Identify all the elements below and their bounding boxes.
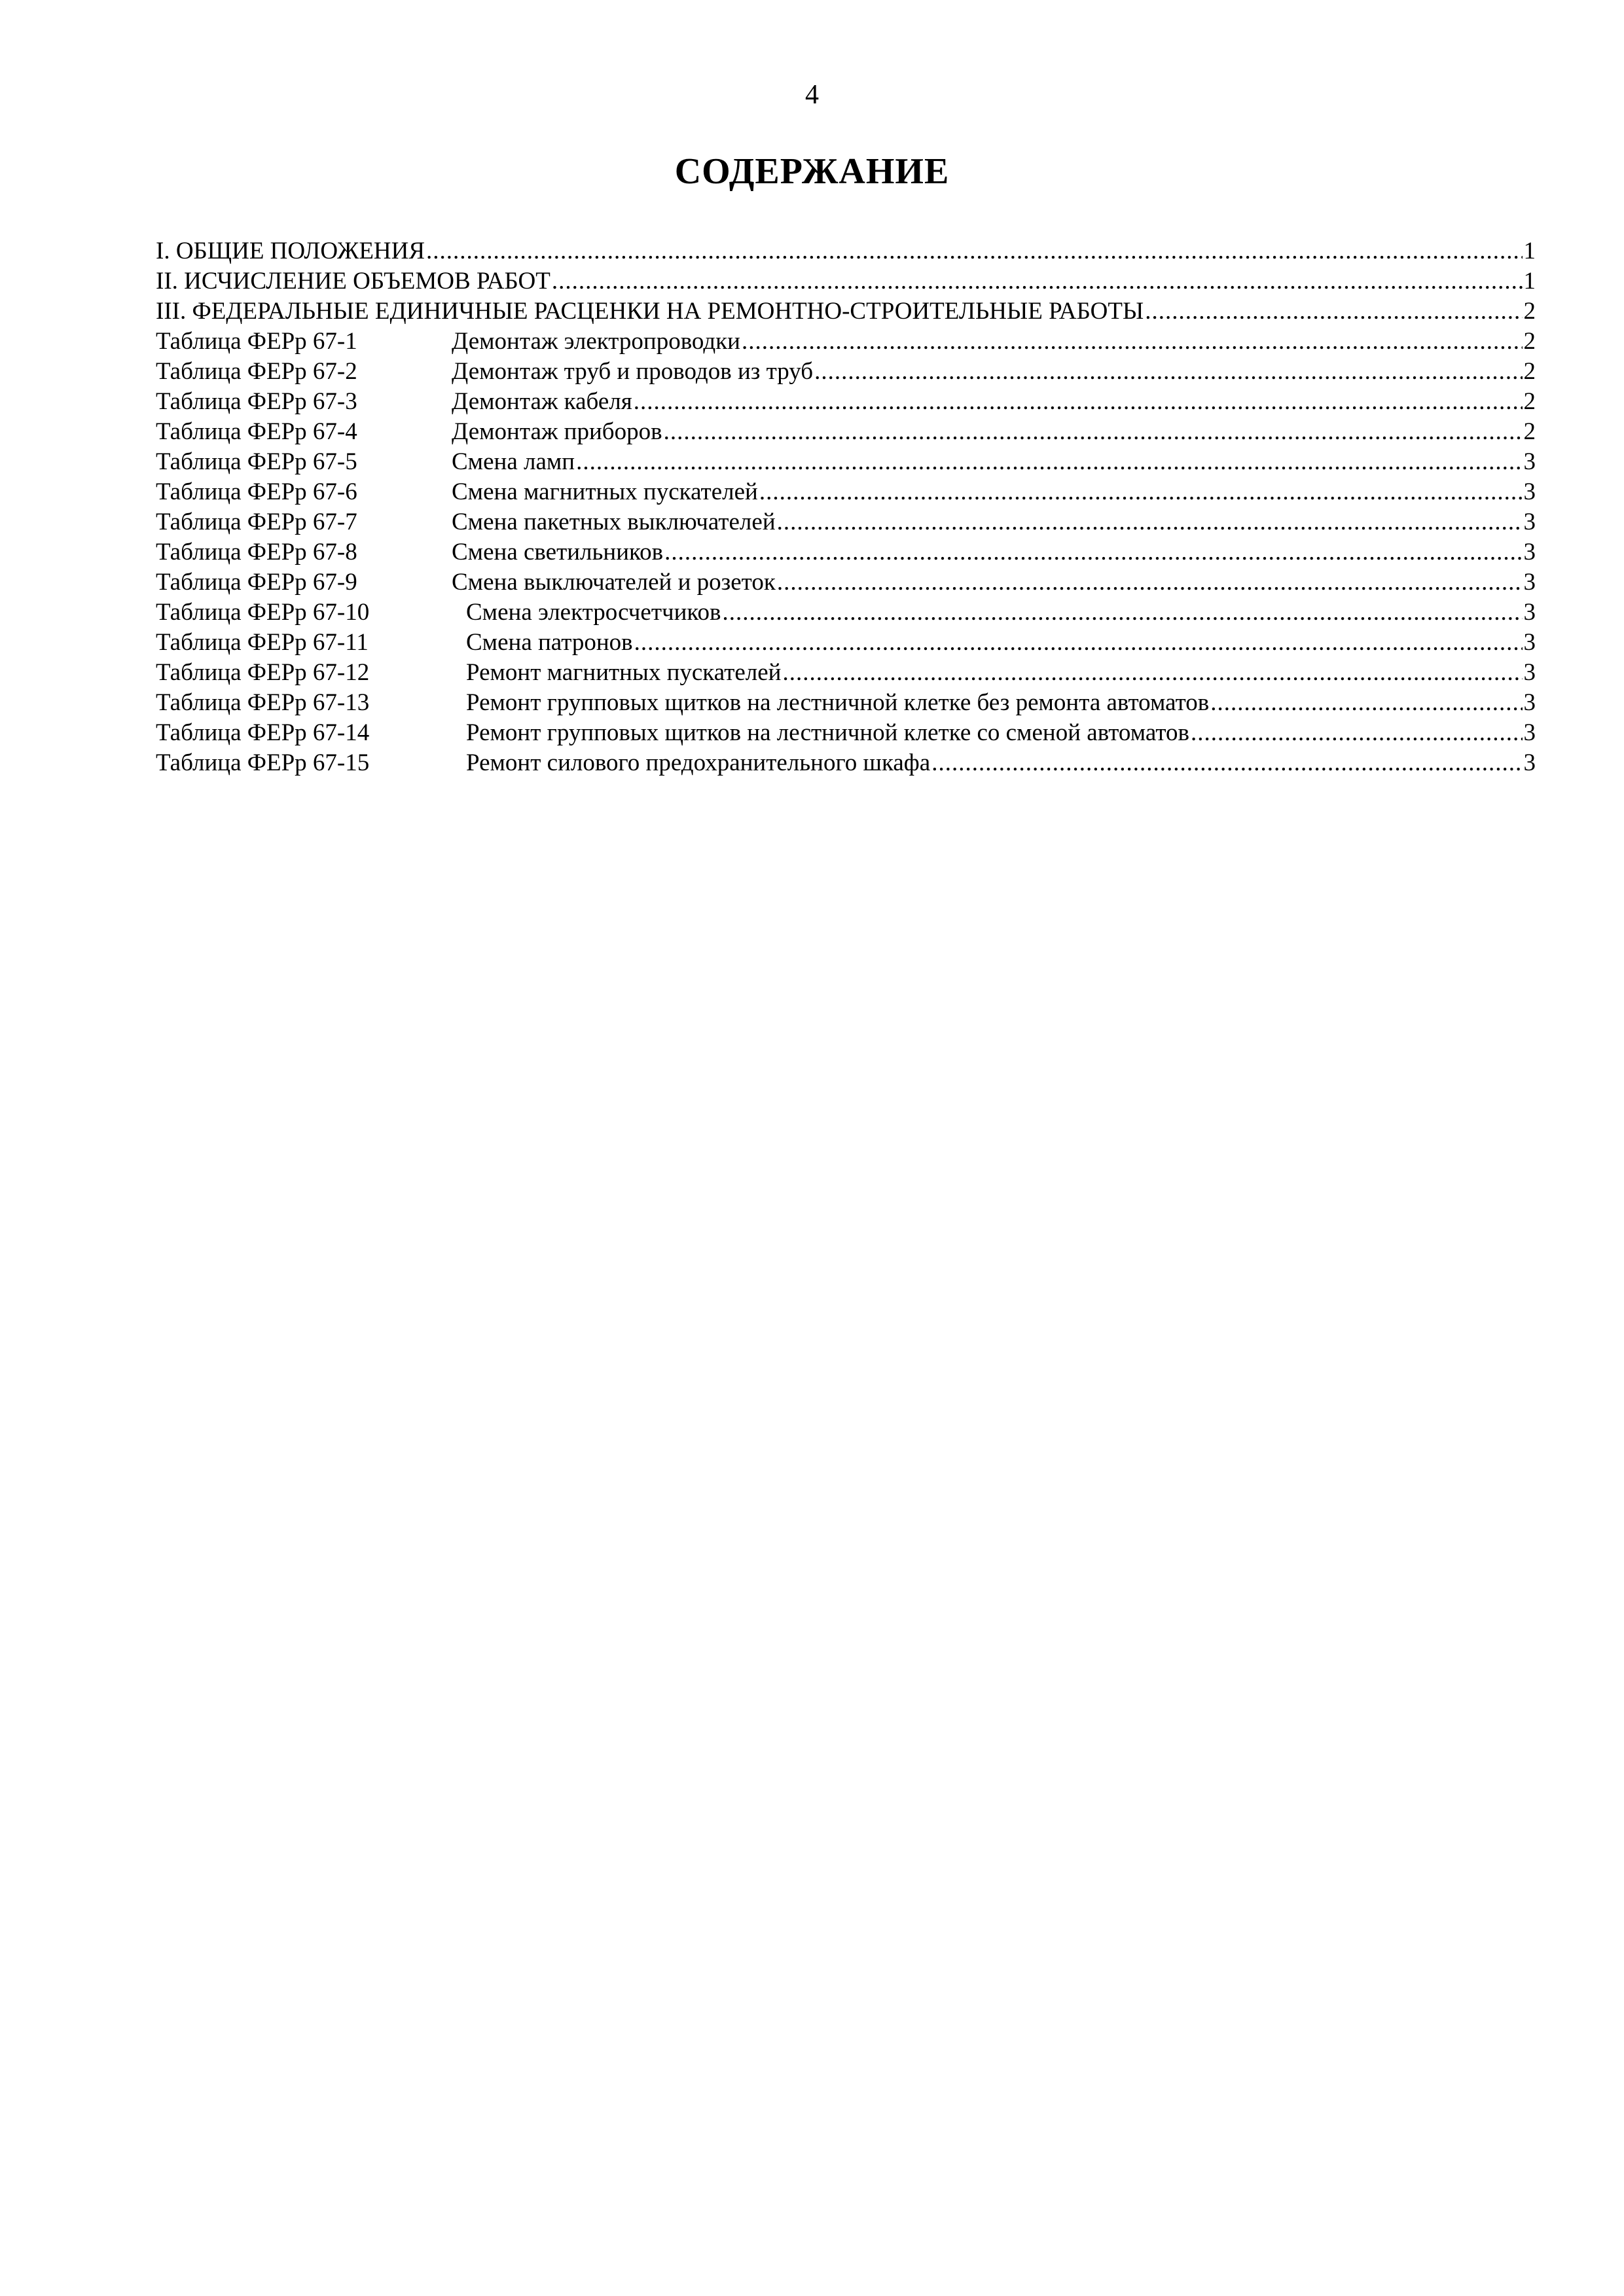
toc-table-title: Смена ламп xyxy=(452,448,575,475)
toc-table-code: Таблица ФЕРр 67-1 xyxy=(156,328,357,355)
toc-table-code: Таблица ФЕРр 67-7 xyxy=(156,509,357,535)
toc-page-number: 2 xyxy=(1523,388,1536,415)
toc-page-number: 3 xyxy=(1523,629,1536,656)
toc-leader-dots xyxy=(759,477,1523,507)
toc-leader-dots xyxy=(426,236,1522,266)
toc-page-number: 3 xyxy=(1523,569,1536,596)
toc-section-3[interactable] xyxy=(156,296,1536,327)
toc-table-code: Таблица ФЕРр 67-3 xyxy=(156,388,357,415)
toc-table-title: Смена пакетных выключателей xyxy=(452,509,776,535)
toc-leader-dots xyxy=(552,266,1523,296)
toc-page-number: 3 xyxy=(1523,509,1536,535)
toc-table-title: Ремонт групповых щитков на лестничной клетке без ремонта автоматов xyxy=(466,689,1210,716)
toc-table-entry[interactable] xyxy=(156,567,1536,598)
toc-table-code: Таблица ФЕРр 67-6 xyxy=(156,478,357,505)
toc-table-code: Таблица ФЕРр 67-5 xyxy=(156,448,357,475)
toc-leader-dots xyxy=(634,628,1523,658)
toc-table-title: Смена электросчетчиков xyxy=(466,599,721,626)
toc-leader-dots xyxy=(576,447,1522,477)
toc-page-number: 1 xyxy=(1523,268,1536,295)
toc-table-title: Демонтаж электропроводки xyxy=(452,328,740,355)
toc-table-entry[interactable] xyxy=(156,658,1536,688)
toc-table-entry[interactable] xyxy=(156,357,1536,387)
toc-table-title: Смена магнитных пускателей xyxy=(452,478,758,505)
toc-table-title: Демонтаж кабеля xyxy=(452,388,632,415)
toc-page-number: 3 xyxy=(1523,719,1536,746)
toc-page-number: 3 xyxy=(1523,599,1536,626)
toc-table-code: Таблица ФЕРр 67-11 xyxy=(156,629,369,656)
toc-page-number: 3 xyxy=(1523,539,1536,565)
toc-table-title: Ремонт магнитных пускателей xyxy=(466,659,782,686)
toc-leader-dots xyxy=(931,748,1522,778)
toc-leader-dots xyxy=(1210,688,1522,718)
toc-page-number: 3 xyxy=(1523,659,1536,686)
toc-section-1[interactable] xyxy=(156,236,1536,266)
toc-table-code: Таблица ФЕРр 67-14 xyxy=(156,719,370,746)
toc-leader-dots xyxy=(664,537,1522,567)
toc-section-title: II. ИСЧИСЛЕНИЕ ОБЪЕМОВ РАБОТ xyxy=(156,268,550,295)
toc-table-entry[interactable] xyxy=(156,748,1536,778)
toc-page-number: 3 xyxy=(1523,478,1536,505)
toc-table-entry[interactable] xyxy=(156,537,1536,567)
table-of-contents xyxy=(156,236,1536,778)
toc-page-number: 2 xyxy=(1523,328,1536,355)
toc-table-entry[interactable] xyxy=(156,718,1536,748)
toc-page-number: 1 xyxy=(1523,238,1536,264)
toc-page-number: 3 xyxy=(1523,689,1536,716)
toc-leader-dots xyxy=(742,327,1523,357)
toc-leader-dots xyxy=(814,357,1522,387)
toc-table-code: Таблица ФЕРр 67-12 xyxy=(156,659,370,686)
toc-page-number: 2 xyxy=(1523,358,1536,385)
toc-table-entry[interactable] xyxy=(156,387,1536,417)
page-title: СОДЕРЖАНИЕ xyxy=(674,151,950,192)
toc-table-title: Ремонт групповых щитков на лестничной клетке со сменой автоматов xyxy=(466,719,1189,746)
toc-leader-dots xyxy=(1145,296,1522,327)
toc-leader-dots xyxy=(782,658,1522,688)
toc-leader-dots xyxy=(777,507,1523,537)
toc-table-code: Таблица ФЕРр 67-13 xyxy=(156,689,370,716)
toc-leader-dots xyxy=(634,387,1523,417)
toc-table-title: Смена патронов xyxy=(466,629,633,656)
toc-table-entry[interactable] xyxy=(156,598,1536,628)
toc-table-entry[interactable] xyxy=(156,628,1536,658)
toc-table-title: Смена светильников xyxy=(452,539,664,565)
toc-leader-dots xyxy=(777,567,1523,598)
toc-table-code: Таблица ФЕРр 67-10 xyxy=(156,599,370,626)
toc-table-entry[interactable] xyxy=(156,507,1536,537)
toc-table-title: Демонтаж труб и проводов из труб xyxy=(452,358,814,385)
toc-leader-dots xyxy=(722,598,1522,628)
toc-table-code: Таблица ФЕРр 67-15 xyxy=(156,749,370,776)
toc-table-title: Смена выключателей и розеток xyxy=(452,569,776,596)
toc-leader-dots xyxy=(664,417,1523,447)
toc-section-2[interactable] xyxy=(156,266,1536,296)
toc-table-entry[interactable] xyxy=(156,688,1536,718)
toc-page-number: 2 xyxy=(1523,418,1536,445)
toc-section-title: I. ОБЩИЕ ПОЛОЖЕНИЯ xyxy=(156,238,425,264)
toc-section-title: III. ФЕДЕРАЛЬНЫЕ ЕДИНИЧНЫЕ РАСЦЕНКИ НА РЕМОНТНО-СТРОИТЕЛЬНЫЕ РАБОТЫ xyxy=(156,298,1144,325)
page-number: 4 xyxy=(805,80,819,110)
toc-table-title: Ремонт силового предохранительного шкафа xyxy=(466,749,931,776)
toc-table-entry[interactable] xyxy=(156,417,1536,447)
toc-table-entry[interactable] xyxy=(156,477,1536,507)
toc-page-number: 2 xyxy=(1523,298,1536,325)
toc-table-entry[interactable] xyxy=(156,447,1536,477)
toc-table-entry[interactable] xyxy=(156,327,1536,357)
toc-table-code: Таблица ФЕРр 67-2 xyxy=(156,358,357,385)
toc-table-title: Демонтаж приборов xyxy=(452,418,662,445)
toc-page-number: 3 xyxy=(1523,749,1536,776)
toc-leader-dots xyxy=(1191,718,1523,748)
toc-table-code: Таблица ФЕРр 67-4 xyxy=(156,418,357,445)
toc-table-code: Таблица ФЕРр 67-8 xyxy=(156,539,357,565)
toc-page-number: 3 xyxy=(1523,448,1536,475)
toc-table-code: Таблица ФЕРр 67-9 xyxy=(156,569,357,596)
